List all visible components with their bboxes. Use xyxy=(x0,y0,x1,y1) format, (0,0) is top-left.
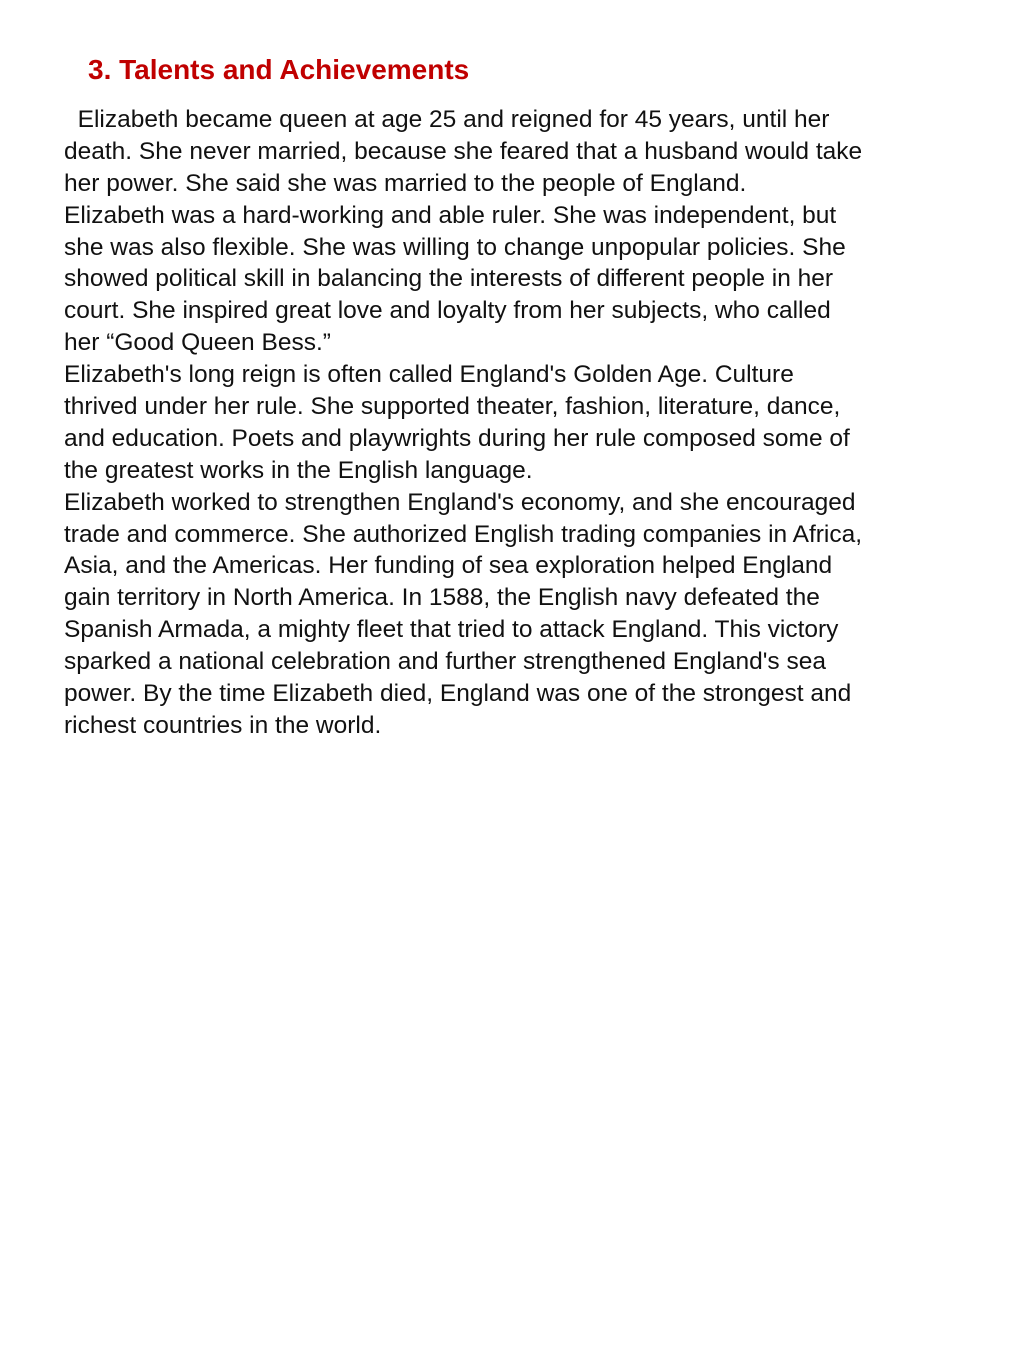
text-line: her “Good Queen Bess.” xyxy=(64,329,331,357)
text-line: the greatest works in the English language. xyxy=(64,456,533,484)
body-text xyxy=(64,104,964,742)
text-line: Spanish Armada, a mighty fleet that tried to attack England. This victory xyxy=(64,616,839,644)
text-line: court. She inspired great love and loyalty from her subjects, who called xyxy=(64,297,831,325)
text-line: she was also flexible. She was willing to change unpopular policies. She xyxy=(64,233,846,261)
text-line: and education. Poets and playwrights during her rule composed some of xyxy=(64,424,850,452)
text-line: Asia, and the Americas. Her funding of sea exploration helped England xyxy=(64,552,833,580)
text-line: Elizabeth was a hard-working and able ruler. She was independent, but xyxy=(64,201,837,229)
text-line: Elizabeth became queen at age 25 and reigned for 45 years, until her xyxy=(64,106,830,133)
text-line: her power. She said she was married to the people of England. xyxy=(64,169,747,197)
text-line: gain territory in North America. In 1588, the English navy defeated the xyxy=(64,584,820,612)
text-line: showed political skill in balancing the interests of different people in her xyxy=(64,265,834,293)
text-line: thrived under her rule. She supported theater, fashion, literature, dance, xyxy=(64,393,841,421)
text-line: sparked a national celebration and further strengthened England's sea xyxy=(64,648,826,676)
text-line: richest countries in the world. xyxy=(64,711,382,739)
text-line: death. She never married, because she feared that a husband would take xyxy=(64,137,863,165)
text-line: Elizabeth's long reign is often called England's Golden Age. Culture xyxy=(64,361,794,389)
text-line: trade and commerce. She authorized English trading companies in Africa, xyxy=(64,520,863,548)
section-heading: 3. Talents and Achievements xyxy=(88,54,470,85)
text-line: Elizabeth worked to strengthen England's economy, and she encouraged xyxy=(64,488,856,516)
text-line: power. By the time Elizabeth died, England was one of the strongest and xyxy=(64,680,852,708)
